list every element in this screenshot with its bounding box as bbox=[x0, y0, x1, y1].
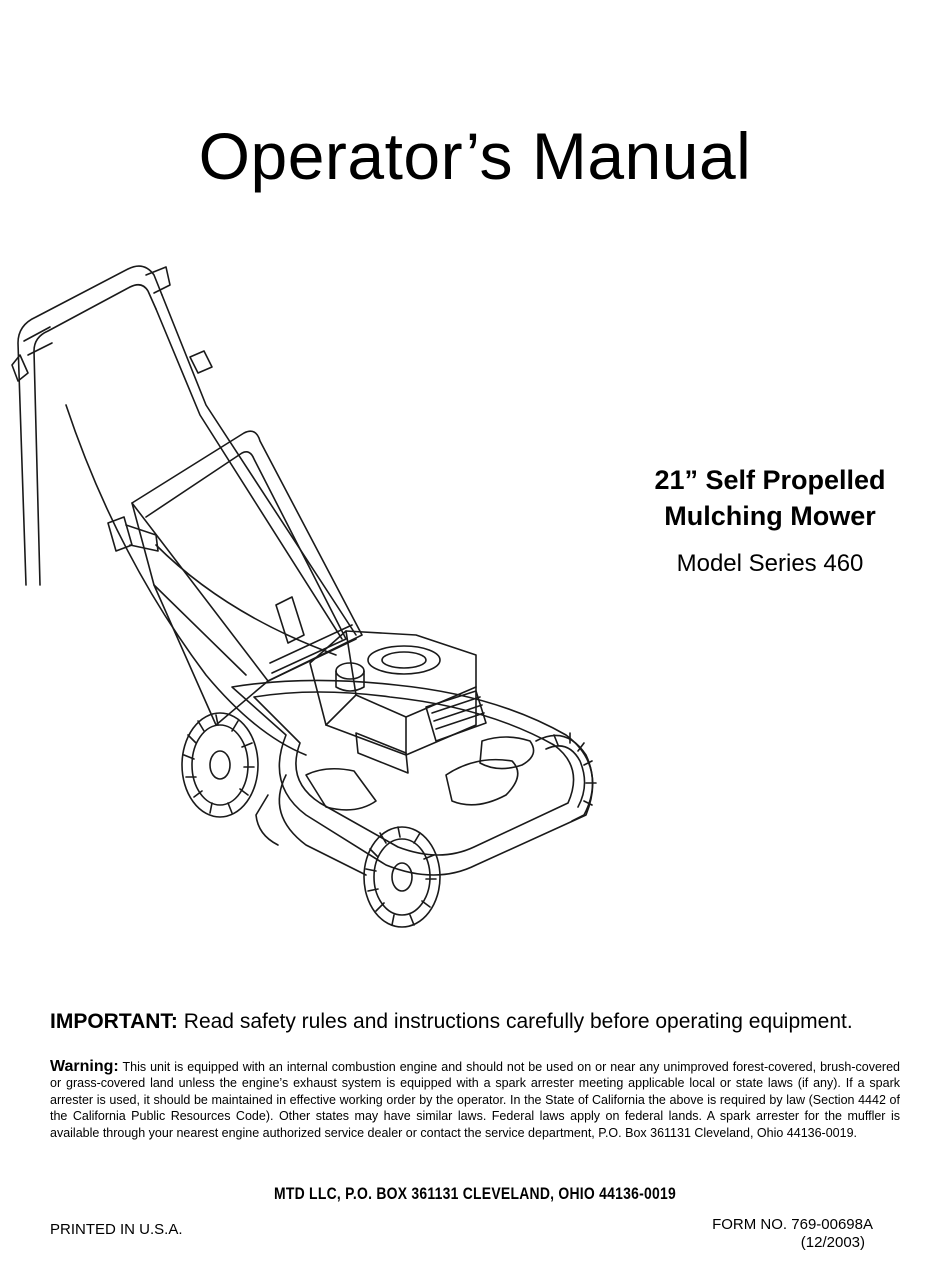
engine-cap bbox=[368, 646, 440, 674]
rear-right-wheel-icon bbox=[536, 733, 596, 821]
printed-in-label: PRINTED IN U.S.A. bbox=[50, 1221, 183, 1238]
company-address: MTD LLC, P.O. BOX 361131 CLEVELAND, OHIO 44136-0019 bbox=[274, 1184, 676, 1203]
model-series: Model Series 460 bbox=[676, 550, 864, 577]
page-title: Operator’s Manual bbox=[198, 119, 752, 193]
product-name-line2: Mulching Mower bbox=[664, 501, 876, 531]
form-info bbox=[712, 1216, 873, 1252]
product-name-line1: 21” Self Propelled bbox=[654, 465, 886, 495]
form-number: FORM NO. 769-00698A bbox=[712, 1216, 873, 1233]
warning-paragraph bbox=[50, 1059, 900, 1141]
product-heading bbox=[600, 462, 940, 578]
front-wheel-icon bbox=[364, 827, 440, 927]
warning-text: This unit is equipped with an internal combustion engine and should not be used on or near any unimproved forest-covered, brush-covered or grass-covered land unless the engine’s exhaust system is equipped with a spark arrester meeting applicable local or state laws (if any). If a spark arrester is used, it should be maintained in effective working order by the operator. In the State of California the above is required by law (Section 4442 of the California Public Resources Code). Other states may have similar laws. Federal laws apply on federal lands. A spark arrester for the muffler is available through your nearest engine authorized service dealer or contact the service department, P.O. Box 361131 Cleveland, Ohio 44136-0019. bbox=[50, 1060, 900, 1140]
form-date: (12/2003) bbox=[800, 1234, 865, 1251]
rear-wheel-icon bbox=[182, 713, 258, 817]
lawn-mower-icon bbox=[6, 255, 606, 935]
important-text: Read safety rules and instructions carefully before operating equipment. bbox=[183, 1010, 853, 1033]
important-notice bbox=[50, 1010, 920, 1034]
warning-label: Warning: bbox=[50, 1058, 119, 1075]
mower-deck bbox=[232, 680, 593, 875]
important-label: IMPORTANT: bbox=[50, 1010, 178, 1033]
